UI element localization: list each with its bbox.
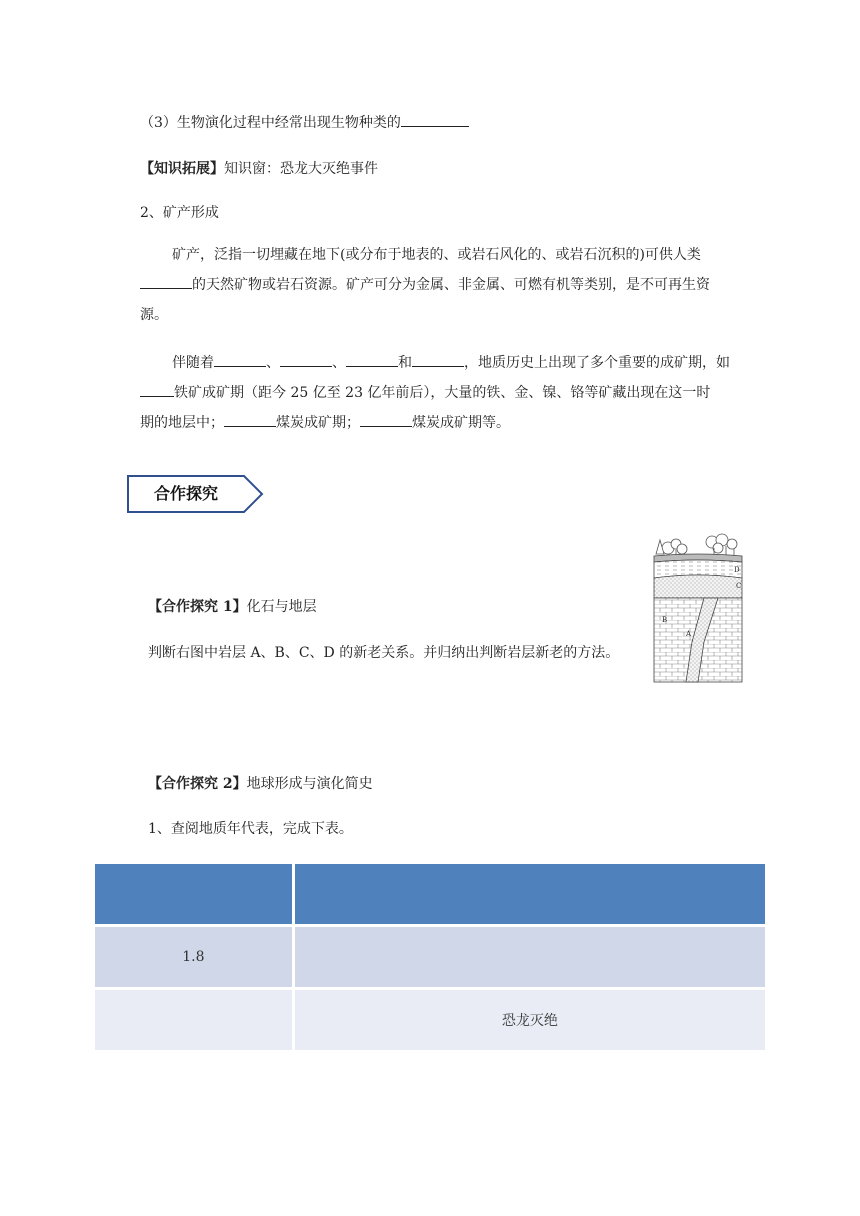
mineral-paragraph [140, 240, 760, 330]
answer-blank[interactable] [412, 352, 464, 367]
table-cell[interactable]: 恐龙灭绝 [295, 990, 765, 1050]
rock-strata-figure [648, 532, 748, 684]
answer-blank[interactable] [140, 382, 174, 397]
ore-text: 期的地层中； [140, 415, 224, 431]
layer-label-d: D [734, 566, 740, 574]
section-tag [126, 474, 266, 514]
explore-2-title: 地球形成与演化简史 [246, 776, 373, 792]
layer-label-a: A [686, 630, 692, 638]
explore-2-task: 1、查阅地质年代表，完成下表。 [148, 821, 353, 837]
table-cell[interactable] [295, 927, 765, 987]
table-cell[interactable]: 1.8 [95, 927, 292, 987]
explore-1-heading [148, 596, 317, 616]
answer-blank[interactable] [360, 412, 412, 427]
table-header-row [95, 864, 765, 924]
answer-blank[interactable] [280, 352, 332, 367]
ore-text: 、 [332, 355, 346, 371]
knowledge-extension-label: 【知识拓展】 [140, 161, 224, 177]
answer-blank[interactable] [346, 352, 398, 367]
ore-text: 伴随着 [172, 355, 214, 371]
answer-blank[interactable] [140, 274, 192, 289]
layer-label-b: B [662, 616, 668, 624]
explore-2-label: 【合作探究 2】 [148, 776, 247, 792]
table-header-cell [95, 864, 292, 924]
explore-1-title: 化石与地层 [246, 599, 317, 615]
answer-blank[interactable] [401, 112, 469, 127]
table-row [95, 990, 765, 1050]
explore-2-heading [148, 773, 373, 793]
section-tag-label: 合作探究 [153, 484, 218, 503]
mineral-line-3: 源。 [140, 307, 168, 323]
knowledge-extension [140, 158, 378, 178]
geologic-table [92, 861, 768, 1053]
mineral-line-2: 的天然矿物或岩石资源。矿产可分为金属、非金属、可燃有机等类别，是不可再生资 [192, 277, 710, 293]
answer-blank[interactable] [224, 412, 276, 427]
ore-text: 铁矿成矿期（距今 25 亿至 23 亿年前后），大量的铁、金、镍、铬等矿藏出现在这一时 [174, 385, 711, 401]
ore-text: 煤炭成矿期； [276, 415, 360, 431]
ore-text: 和 [398, 355, 412, 371]
knowledge-extension-text: 知识窗：恐龙大灭绝事件 [224, 161, 378, 177]
table-row [95, 927, 765, 987]
table-cell[interactable] [95, 990, 292, 1050]
section-2-title: 2、矿产形成 [140, 205, 219, 221]
mineral-line-1: 矿产，泛指一切埋藏在地下(或分布于地表的、或岩石风化的、或岩石沉积的)可供人类 [172, 247, 701, 263]
table-header-cell [295, 864, 765, 924]
ore-text: 煤炭成矿期等。 [412, 415, 510, 431]
ore-text: ，地质历史上出现了多个重要的成矿期，如 [464, 355, 730, 371]
question-3-text: （3）生物演化过程中经常出现生物种类的 [140, 115, 401, 131]
ore-period-paragraph [140, 348, 760, 438]
layer-label-c: C [736, 582, 742, 590]
explore-1-label: 【合作探究 1】 [148, 599, 247, 615]
question-3 [140, 112, 469, 132]
explore-1-text: 判断右图中岩层 A、B、C、D 的新老关系。并归纳出判断岩层新老的方法。 [148, 645, 620, 661]
ore-text: 、 [266, 355, 280, 371]
answer-blank[interactable] [214, 352, 266, 367]
